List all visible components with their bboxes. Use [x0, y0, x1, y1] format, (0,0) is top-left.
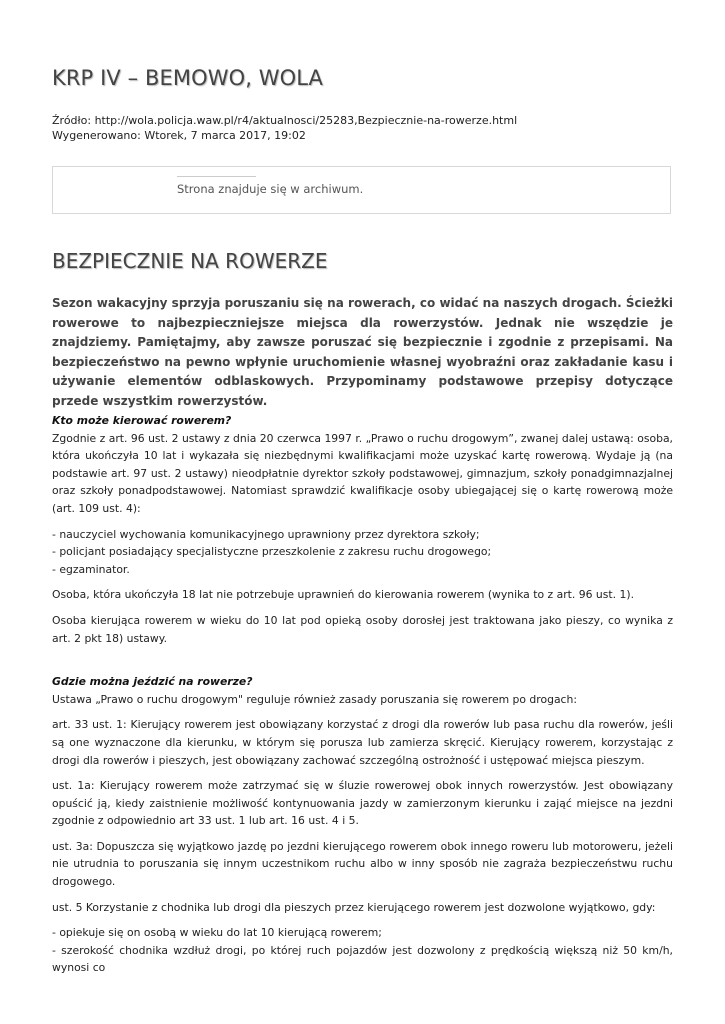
section1-paragraph-minor: Osoba kierująca rowerem w wieku do 10 lat pod opieką osoby dorosłej jest traktowana jako pieszy, co wynika z art. 2 pkt 18) ustawy. — [52, 613, 673, 645]
section2-list-item: - szerokość chodnika wzdłuż drogi, po której ruch pojazdów jest dozwolony z prędkością większą niż 50 km/h, wynosi co — [52, 943, 673, 975]
section1-list-item: - egzaminator. — [52, 562, 130, 576]
article-body — [52, 412, 673, 977]
section2-paragraph-1a: ust. 1a: Kierujący rowerem może zatrzymać się w śluzie rowerowej obok innych rowerzystów. Jest obowiązany opuścić ją, kiedy zaistnienie możliwość kontynuowania jazdy w zamierzonym kierunku i zająć miejsce na jezdni zgodnie z odpowiednio art 33 ust. 1 lub art. 16 ust. 4 i 5. — [52, 779, 673, 828]
source-line: Źródło: http://wola.policja.waw.pl/r4/aktualnosci/25283,Bezpiecznie-na-rowerze.html — [52, 114, 518, 127]
section2-paragraph-3a: ust. 3a: Dopuszcza się wyjątkowo jazdę po jezdni kierującego rowerem obok innego roweru lub motoroweru, jeżeli nie utrudnia to poruszania się innym uczestnikom ruchu albo w inny sposób nie zagraża bezpieczeństwu ruchu drogowego. — [52, 839, 673, 889]
section1-paragraph-age: Osoba, która ukończyła 18 lat nie potrzebuje uprawnień do kierowania rowerem (wynika to z art. 96 ust. 1). — [52, 588, 634, 602]
section2-intro: Ustawa „Prawo o ruchu drogowym" reguluje również zasady poruszania się rowerem po drogach: — [52, 692, 577, 706]
generated-line: Wygenerowano: Wtorek, 7 marca 2017, 19:02 — [52, 128, 306, 142]
section2-paragraph-5: ust. 5 Korzystanie z chodnika lub drogi dla pieszych przez kierującego rowerem jest dozwolone wyjątkowo, gdy: — [52, 900, 656, 914]
section1-intro: Zgodnie z art. 96 ust. 2 ustawy z dnia 20 czerwca 1997 r. „Prawo o ruchu drogowym”, zwanej dalej ustawą: osoba, która ukończyła 10 lat i wykazała się niezbędnymi kwalifikacjami może uzyskać kartę rowerową. Wydaje ją (na podstawie art. 97 ust. 2 ustawy) nieodpłatnie dyrektor szkoły podstawowej, gimnazjum, szkoły ponadgimnazjalnej oraz szkoły ponadpodstawowej. Natomiast sprawdzić kwalifikacje osoby ubiegającej się o kartę rowerową może (art. 109 ust. 4): — [52, 431, 673, 515]
archive-notice-box — [52, 166, 671, 214]
document-meta — [52, 114, 517, 143]
section1-list-item: - nauczyciel wychowania komunikacyjnego uprawniony przez dyrektora szkoły; — [52, 527, 480, 541]
section2-list-item: - opiekuje się on osobą w wieku do lat 10 kierującą rowerem; — [52, 926, 382, 940]
site-title: KRP IV – BEMOWO, WOLA — [52, 66, 324, 90]
section1-list-item: - policjant posiadający specjalistyczne przeszkolenie z zakresu ruchu drogowego; — [52, 545, 492, 559]
section-heading-who: Kto może kierować rowerem? — [52, 414, 232, 427]
article-title: BEZPIECZNIE NA ROWERZE — [52, 249, 328, 273]
section-heading-where: Gdzie można jeździć na rowerze? — [52, 675, 253, 689]
article-lead: Sezon wakacyjny sprzyja poruszaniu się na rowerach, co widać na naszych drogach. Ścieżki rowerowe to najbezpieczniejsze miejsca dla rowerzystów. Jednak nie wszędzie je znajdziemy. Pamiętajmy, aby zawsze poruszać się bezpiecznie i zgodnie z przepisami. Na bezpieczeństwo na pewno wpłynie uruchomienie własnej wyobraźni oraz zakładanie kasu i używanie elementów odblaskowych. Przypominamy podstawowe przepisy dotyczące przede wszystkim rowerzystów. — [52, 296, 673, 408]
archive-notice-text: Strona znajduje się w archiwum. — [177, 182, 364, 196]
archive-divider — [177, 176, 256, 177]
section2-paragraph-art33: art. 33 ust. 1: Kierujący rowerem jest obowiązany korzystać z drogi dla rowerów lub pasa ruchu dla rowerów, jeśli są one wyznaczone dla kierunku, w którym się porusza lub zamierza skręcić. Kierujący rowerem, korzystając z drogi dla rowerów i pieszych, jest obowiązany zachować szczególną ostrożność i ustępować miejsca pieszym. — [52, 718, 673, 767]
